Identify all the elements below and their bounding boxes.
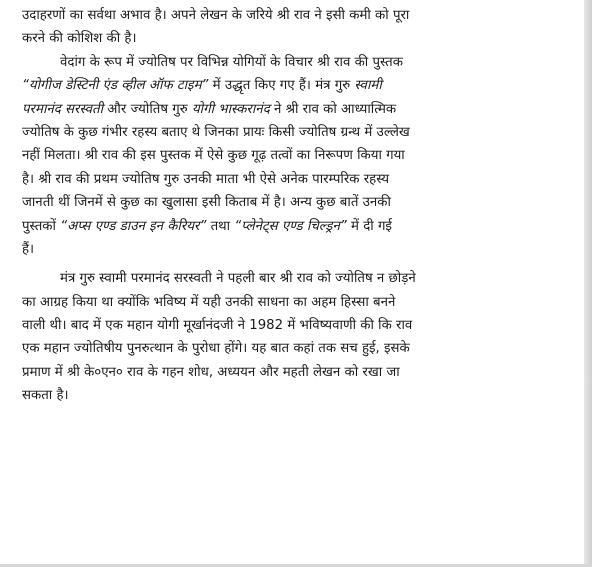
page-edge-shadow <box>584 0 592 567</box>
text-line: प्रमाण में श्री के०एन० राव के गहन शोध, अध्ययन और महती लेखन को रखा जा <box>22 364 400 380</box>
text-line: का आग्रह किया था क्योंकि भविष्य में यही उनकी साधना का अहम हिस्सा बनने <box>22 294 396 310</box>
text-line: वाली थी। बाद में एक महान योगी मूर्खानंदजी ने 1982 में भविष्यवाणी की कि राव <box>22 318 413 334</box>
text-span: में दी गई <box>346 218 392 234</box>
person-name: योगी भास्करानंद <box>191 101 270 117</box>
text-line: सकता है। <box>22 388 69 404</box>
text-line: एक महान ज्योतिषीय पुनरुत्थान के पुरोधा होंगे। यह बात कहां तक सच हुई, इसके <box>22 341 410 357</box>
paragraph-2 <box>22 51 570 262</box>
book-title: “प्लेनेट्स एण्ड चिल्ड्रन” <box>234 218 347 234</box>
text-line <box>22 98 570 121</box>
text-line: वेदांग के रूप में ज्योतिष पर विभिन्न योगियों के विचार श्री राव की पुस्तक <box>60 54 403 70</box>
paragraph-1 <box>22 4 570 51</box>
text-line <box>22 74 570 97</box>
text-line: ज्योतिष के कुछ गंभीर रहस्य बताए थे जिनका प्रायः किसी ज्योतिष ग्रन्थ में उल्लेख <box>22 124 410 140</box>
book-title: “अप्स एण्ड डाउन इन कैरियर” <box>60 218 207 234</box>
document-text <box>22 4 570 408</box>
text-line: उदाहरणों का सर्वथा अभाव है। अपने लेखन के जरिये श्री राव ने इसी कमी को पूरा <box>22 8 410 23</box>
text-line: करने की कोशिश की है। <box>22 31 137 47</box>
text-span: और ज्योतिष गुरु <box>103 101 192 117</box>
text-span: पुस्तकों <box>22 218 61 234</box>
paragraph-3 <box>22 267 570 407</box>
text-span: ने श्री राव को आध्यात्मिक <box>269 101 397 117</box>
text-line <box>22 215 570 238</box>
text-span: में उद्धृत किए गए हैं। मंत्र गुरु <box>208 78 355 94</box>
book-title: “योगीज डेस्टिनी एंड व्हील ऑफ टाइम” <box>22 78 209 94</box>
person-name: परमानंद सरस्वती <box>22 101 104 117</box>
text-line: हैं। <box>22 241 35 257</box>
text-line: नहीं मिलता। श्री राव की इस पुस्तक में ऐसे कुछ गूढ़ तत्वों का निरूपण किया गया <box>22 148 405 164</box>
text-span: तथा <box>206 218 235 234</box>
text-line: मंत्र गुरु स्वामी परमानंद सरस्वती ने पहली बार श्री राव को ज्योतिष न छोड़ने <box>60 271 416 287</box>
text-line: है। श्री राव की प्रथम ज्योतिष गुरु उनकी माता भी ऐसे अनेक पारम्परिक रहस्य <box>22 171 390 187</box>
text-line: जानती थीं जिनमें से कुछ का खुलासा इसी किताब में है। अन्य कुछ बातें उनकी <box>22 195 391 211</box>
person-name: स्वामी <box>354 78 382 94</box>
